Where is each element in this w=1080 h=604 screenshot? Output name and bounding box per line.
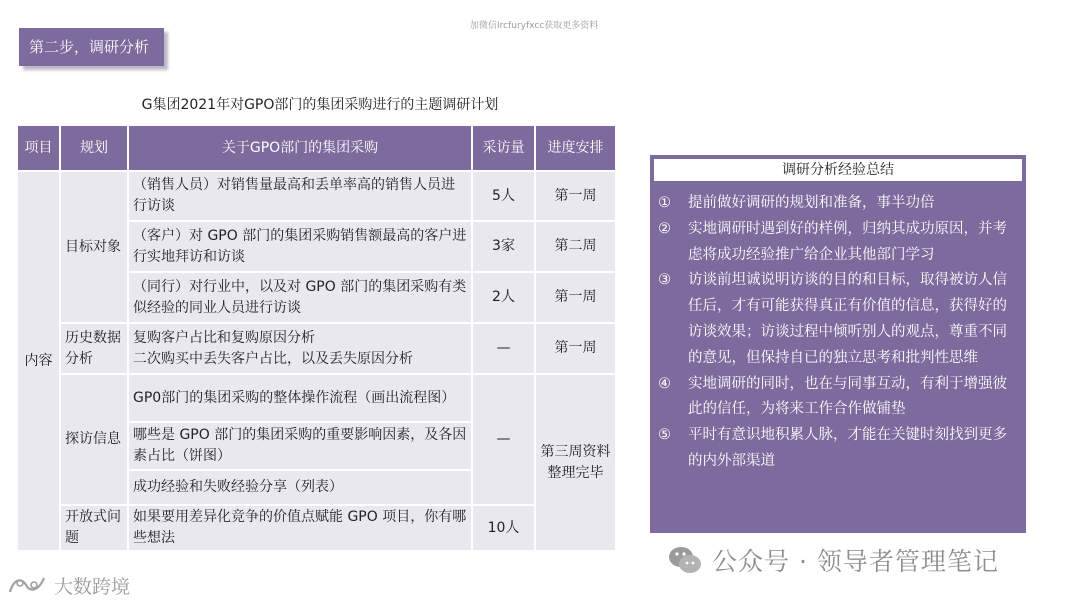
schedule-cell: 第三周资料整理完毕	[536, 375, 615, 550]
content-cell: GP0部门的集团采购的整体操作流程（画出流程图）	[129, 375, 471, 421]
content-cell: （客户）对 GPO 部门的集团采购销售额最高的客户进行实地拜访和访谈	[129, 222, 471, 271]
summary-item-text: 提前做好调研的规划和准备，事半功倍	[688, 195, 935, 211]
top-watermark: 加微信Ircfuryfxcc获取更多资料	[470, 21, 599, 31]
content-line: 二次购买中丢失客户占比，以及丢失原因分析	[133, 350, 413, 367]
volume-cell: —	[473, 324, 534, 373]
dashu-logo-icon	[8, 574, 48, 596]
volume-cell: 2人	[473, 273, 534, 322]
table-row	[18, 172, 615, 220]
summary-item	[658, 423, 1016, 475]
item-content-cell: 内容	[18, 172, 59, 550]
summary-item-text: 实地调研时遇到好的样例，归纳其成功原因，并考虑将成功经验推广给企业其他部门学习	[688, 220, 1007, 263]
content-cell	[129, 324, 471, 373]
summary-list	[658, 191, 1016, 475]
content-cell: 如果要用差异化竞争的价值点赋能 GPO 项目，你有哪些想法	[129, 506, 471, 550]
research-plan-table	[16, 124, 617, 552]
table-row	[18, 324, 615, 373]
volume-cell: 3家	[473, 222, 534, 271]
table-header-row	[18, 126, 615, 170]
plan-open-cell: 开放式问题	[61, 506, 127, 550]
plan-target-cell: 目标对象	[61, 172, 127, 322]
summary-item-number: ②	[658, 220, 671, 237]
header-content: 关于GPO部门的集团采购	[129, 126, 471, 170]
summary-item-text: 访谈前坦诚说明访谈的目的和目标，取得被访人信任后，才有可能获得真正有价值的信息，获得好的访谈效果；访谈过程中倾听别人的观点，尊重不同的意见，但保持自已的独立思考和批判性思维	[688, 272, 1007, 366]
summary-item-text: 实地调研的同时，也在与同事互动，有利于增强彼此的信任，为将来工作合作做铺垫	[688, 375, 1007, 418]
header-schedule: 进度安排	[536, 126, 615, 170]
summary-item-number: ④	[658, 375, 671, 392]
volume-cell: 10人	[473, 506, 534, 550]
header-item: 项目	[18, 126, 59, 170]
content-cell: 哪些是 GPO 部门的集团采购的重要影响因素，及各因素占比（饼图）	[129, 423, 471, 469]
table-row	[18, 375, 615, 421]
summary-box	[650, 155, 1026, 533]
wechat-icon	[668, 545, 702, 575]
wechat-source	[668, 540, 999, 580]
content-line: 复购客户占比和复购原因分析	[133, 329, 315, 346]
table-row	[18, 506, 615, 550]
plan-history-cell: 历史数据分析	[61, 324, 127, 373]
content-cell: （销售人员）对销售量最高和丢单率高的销售人员进行访谈	[129, 172, 471, 220]
volume-cell: —	[473, 375, 534, 504]
summary-item	[658, 268, 1016, 371]
summary-item-text: 平时有意识地积累人脉，才能在关键时刻找到更多的内外部渠道	[688, 427, 1007, 469]
plan-title: G集团2021年对GPO部门的集团采购进行的主题调研计划	[141, 97, 499, 113]
header-plan: 规划	[61, 126, 127, 170]
schedule-cell: 第一周	[536, 273, 615, 322]
wechat-source-text: 公众号 · 领导者管理笔记	[712, 547, 999, 576]
summary-item	[658, 372, 1016, 424]
schedule-cell: 第一周	[536, 172, 615, 220]
content-cell: （同行）对行业中，以及对 GPO 部门的集团采购有类似经验的同业人员进行访谈	[129, 273, 471, 322]
content-cell: 成功经验和失败经验分享（列表）	[129, 471, 471, 504]
bottom-logo-text: 大数跨境	[54, 575, 131, 598]
summary-item-number: ⑤	[658, 427, 671, 444]
summary-item	[658, 217, 1016, 269]
summary-item	[658, 191, 1016, 217]
bottom-logo	[8, 572, 130, 598]
header-volume: 采访量	[473, 126, 534, 170]
plan-interview-cell: 探访信息	[61, 375, 127, 504]
schedule-cell: 第一周	[536, 324, 615, 373]
summary-item-number: ③	[658, 272, 671, 289]
summary-title: 调研分析经验总结	[654, 159, 1022, 181]
summary-item-number: ①	[658, 195, 671, 211]
step-badge: 第二步，调研分析	[19, 28, 164, 66]
schedule-cell: 第二周	[536, 222, 615, 271]
volume-cell: 5人	[473, 172, 534, 220]
